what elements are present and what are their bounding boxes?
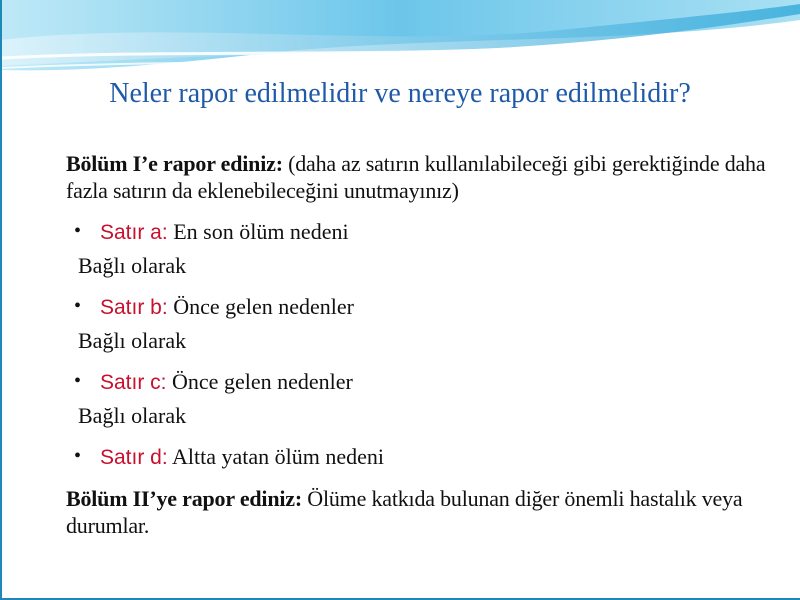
bullet-dot-icon: • <box>74 445 82 467</box>
bullet-dot-icon: • <box>74 370 82 392</box>
section-2-heading: Bölüm II’ye rapor ediniz: <box>66 486 302 511</box>
row-d-label: Satır d: <box>100 446 168 469</box>
row-a-sub: Bağlı olarak <box>78 253 187 278</box>
row-c-label: Satır c: <box>100 371 167 394</box>
list-item-row-d <box>66 443 766 471</box>
bullet-dot-icon: • <box>74 295 82 317</box>
section-2-paragraph <box>66 485 766 539</box>
decorative-wave-banner <box>0 0 800 80</box>
section-2-text: Ölüme katkıda bulunan diğer önemli hastalık veya durumlar. <box>66 486 743 538</box>
row-c-text: Önce gelen nedenler <box>166 369 353 394</box>
section-1-paragraph <box>66 150 766 204</box>
list-item-row-c <box>66 368 766 396</box>
slide-title: Neler rapor edilmelidir ve nereye rapor edilmelidir? <box>109 78 691 109</box>
slide-body <box>66 150 766 539</box>
row-a-text: En son ölüm nedeni <box>167 219 349 244</box>
row-a-label: Satır a: <box>100 221 168 244</box>
row-d-text: Altta yatan ölüm nedeni <box>167 444 384 469</box>
section-1-heading: Bölüm I’e rapor ediniz: <box>66 151 283 176</box>
row-b-sub: Bağlı olarak <box>78 328 187 353</box>
list-item-row-b <box>66 293 766 321</box>
row-c-sub: Bağlı olarak <box>78 403 187 428</box>
row-b-label: Satır b: <box>100 296 168 319</box>
section-1-text: (daha az satırın kullanılabileceği gibi gerektiğinde daha fazla satırın da eklenebileceğini unutmayınız) <box>66 151 766 203</box>
row-b-text: Önce gelen nedenler <box>167 294 354 319</box>
list-item-row-a <box>66 218 766 246</box>
bullet-dot-icon: • <box>74 220 82 242</box>
